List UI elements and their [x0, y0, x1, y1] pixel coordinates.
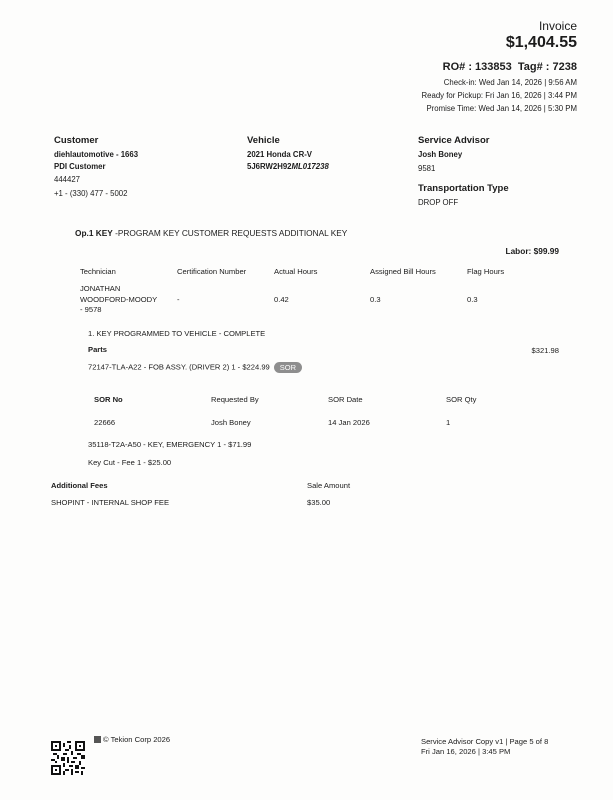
customer-id: 444427: [54, 175, 81, 184]
advisor-id: 9581: [418, 163, 436, 173]
sor-header-no: SOR No: [94, 395, 123, 404]
invoice-total: $1,404.55: [505, 34, 577, 51]
parts-title: Parts: [88, 345, 107, 354]
invoice-label: Invoice: [538, 19, 577, 33]
parts-total: $321.98: [531, 346, 559, 355]
tech-header-actual: Actual Hours: [274, 267, 318, 276]
tag-number: Tag# : 7238: [517, 61, 577, 73]
ready-time: Ready for Pickup: Fri Jan 16, 2026 | 3:44 PM: [421, 91, 577, 100]
customer-phone: +1 - (330) 477 - 5002: [54, 188, 128, 198]
sor-header-date: SOR Date: [328, 395, 363, 404]
qr-code-icon: [51, 741, 85, 775]
ro-tag-line: [443, 61, 577, 73]
op-desc: -PROGRAM KEY CUSTOMER REQUESTS ADDITIONAL KEY: [112, 228, 348, 238]
tech-name-line: WOODFORD-MOODY: [80, 294, 158, 304]
part-line-1: [88, 362, 302, 373]
customer-title: Customer: [54, 135, 99, 146]
advisor-block: [418, 135, 489, 174]
transport-value: DROP OFF: [418, 198, 459, 207]
tech-header-technician: Technician: [80, 267, 116, 276]
sor-qty: 1: [446, 418, 451, 427]
sor-header-qty: SOR Qty: [446, 395, 477, 404]
vehicle-model: 2021 Honda CR-V: [247, 150, 312, 159]
copyright-text: © Tekion Corp 2026: [103, 735, 171, 744]
customer-block: [54, 135, 138, 199]
tech-header-flag: Flag Hours: [467, 267, 505, 276]
part-line-3: Key Cut - Fee 1 - $25.00: [88, 458, 172, 467]
sor-header-requested: Requested By: [211, 395, 259, 404]
vin-suffix: ML017238: [291, 161, 329, 171]
tech-name: [80, 284, 157, 316]
tech-header-assigned: Assigned Bill Hours: [370, 267, 436, 276]
transport-block: [418, 183, 509, 209]
op-line: [75, 228, 347, 238]
tech-header-cert: Certification Number: [177, 267, 247, 276]
tech-name-line: JONATHAN: [80, 284, 121, 293]
op-title: Op.1 KEY: [75, 228, 113, 238]
sor-no: 22666: [94, 418, 116, 427]
tech-cert: -: [177, 295, 180, 304]
copy-info: Service Advisor Copy v1 | Page 5 of 8: [421, 737, 549, 746]
tech-name-line: - 9578: [80, 305, 102, 314]
ro-number: RO# : 133853: [442, 61, 512, 73]
advisor-name: Josh Boney: [418, 150, 463, 159]
customer-type: PDI Customer: [54, 161, 106, 171]
sor-badge: SOR: [274, 362, 302, 373]
transport-title: Transportation Type: [418, 183, 509, 194]
customer-name: diehlautomotive - 1663: [54, 150, 139, 159]
vehicle-vin: [247, 161, 329, 173]
labor-amount: Labor: $99.99: [505, 246, 559, 256]
checkin-time: Check-in: Wed Jan 14, 2026 | 9:56 AM: [443, 78, 577, 87]
part-line-2: 35118-T2A-A50 - KEY, EMERGENCY 1 - $71.99: [88, 440, 252, 449]
printed-time: Fri Jan 16, 2026 | 3:45 PM: [421, 747, 511, 756]
sor-requested-by: Josh Boney: [211, 418, 251, 427]
vehicle-title: Vehicle: [247, 135, 280, 146]
sor-date: 14 Jan 2026: [328, 418, 370, 427]
tekion-logo-icon: [94, 736, 101, 743]
fees-title: Additional Fees: [51, 481, 108, 490]
promise-time: Promise Time: Wed Jan 14, 2026 | 5:30 PM: [426, 104, 577, 113]
vin-prefix: 5J6RW2H92: [247, 161, 292, 171]
tech-assigned: 0.3: [370, 295, 381, 304]
fee-amount: $35.00: [307, 498, 331, 507]
advisor-title: Service Advisor: [418, 135, 490, 146]
tech-actual: 0.42: [274, 295, 289, 304]
tech-flag: 0.3: [467, 295, 478, 304]
vehicle-block: [247, 135, 329, 172]
story-line: 1. KEY PROGRAMMED TO VEHICLE - COMPLETE: [88, 329, 266, 338]
fees-amount-header: Sale Amount: [307, 481, 351, 490]
copyright: [94, 735, 170, 744]
fee-name: SHOPINT - INTERNAL SHOP FEE: [51, 498, 170, 507]
part-line-1-text: 72147-TLA-A22 - FOB ASSY. (DRIVER 2) 1 - $224.99: [88, 362, 270, 372]
